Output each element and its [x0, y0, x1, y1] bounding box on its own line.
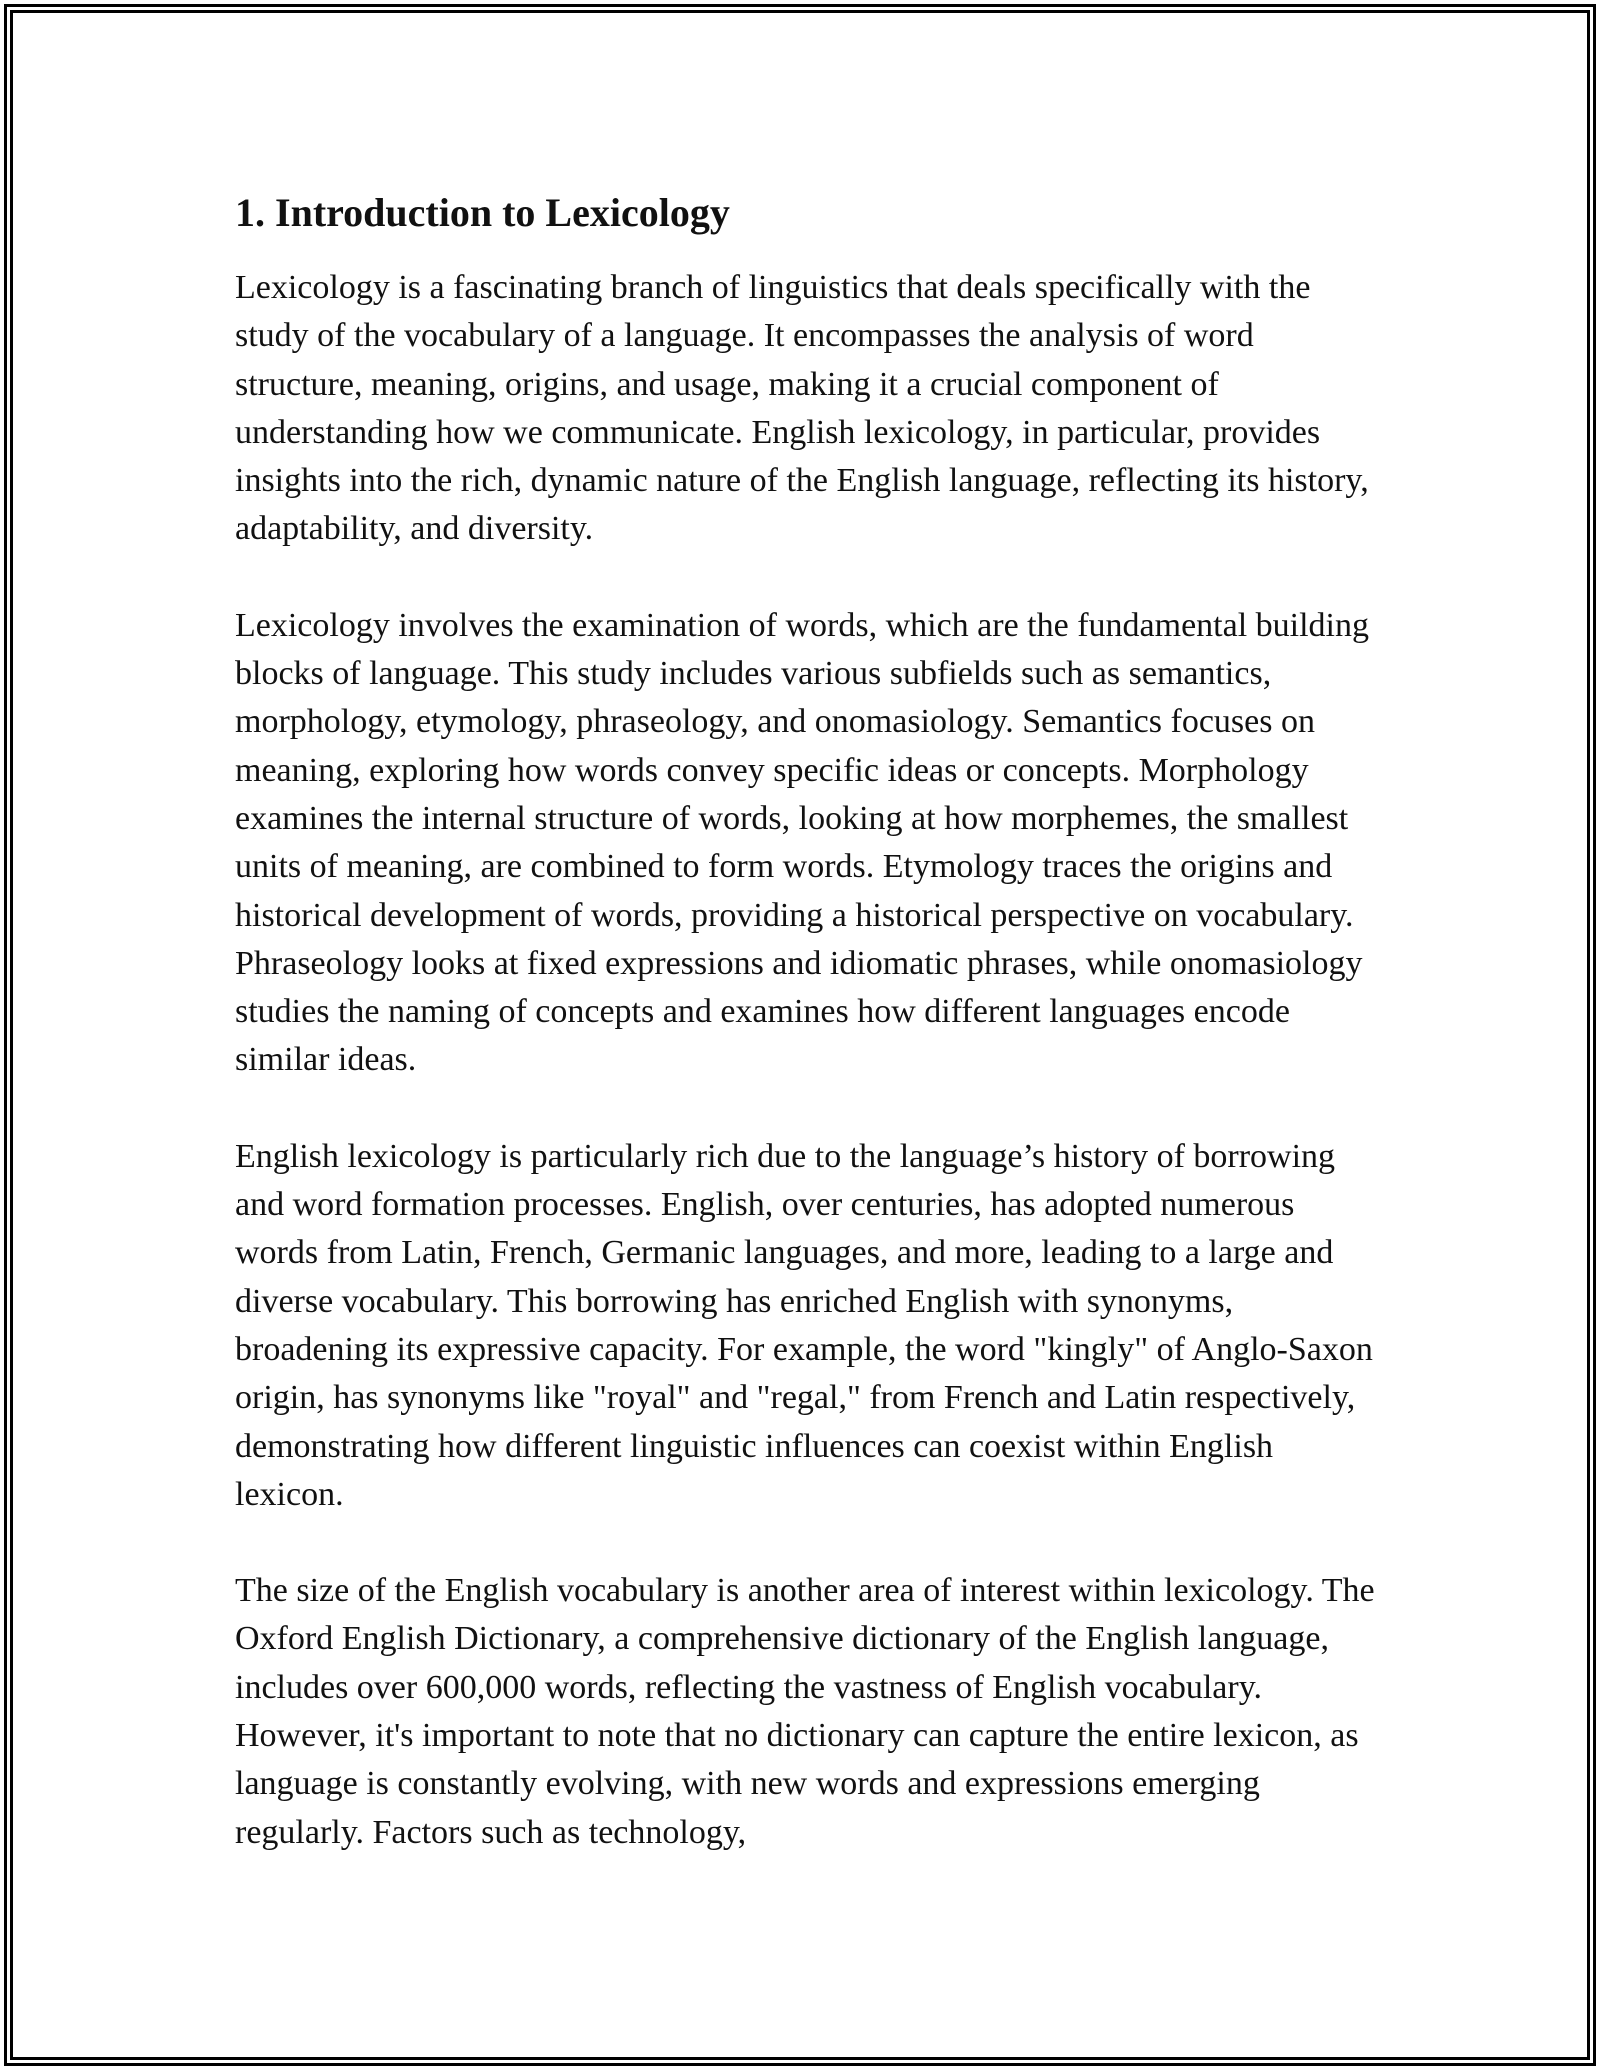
paragraph-borrowing: English lexicology is particularly rich due to the language’s history of borrowing and word formation processes. English, over centuries, has adopted numerous words from Latin, French, Germanic languages, and more, leading to a large and diverse vocabulary. This borrowing has enriched English with synonyms, broadening its expressive capacity. For example, the word "kingly" of Anglo-Saxon origin, has synonyms like "royal" and "regal," from French and Latin respectively, demonstrating how different linguistic influences can coexist within English lexicon. [235, 1137, 1373, 1513]
paragraph-subfields: Lexicology involves the examination of words, which are the fundamental building blocks of language. This study includes various subfields such as semantics, morphology, etymology, phraseology, and onomasiology. Semantics focuses on meaning, exploring how words convey specific ideas or concepts. Morphology examines the internal structure of words, looking at how morphemes, the smallest units of meaning, are combined to form words. Etymology traces the origins and historical development of words, providing a historical perspective on vocabulary. Phraseology looks at fixed expressions and idiomatic phrases, while onomasiology studies the naming of concepts and examines how different languages encode similar ideas. [235, 606, 1369, 1079]
paragraph-intro: Lexicology is a fascinating branch of linguistics that deals specifically with the study of the vocabulary of a language. It encompasses the analysis of word structure, meaning, origins, and usage, making it a crucial component of understanding how we communicate. English lexicology, in particular, provides insights into the rich, dynamic nature of the English language, reflecting its history, adaptability, and diversity. [235, 269, 1369, 548]
paragraph-vocabulary-size: The size of the English vocabulary is another area of interest within lexicology. The Oxford English Dictionary, a comprehensive dictionary of the English language, includes over 600,000 words, reflecting the vastness of English vocabulary. However, it's important to note that no dictionary can capture the entire lexicon, as language is constantly evolving, with new words and expressions emerging regularly. Factors such as technology, [235, 1572, 1375, 1851]
section-heading: 1. Introduction to Lexicology [235, 190, 730, 235]
document-body [235, 186, 1375, 1857]
